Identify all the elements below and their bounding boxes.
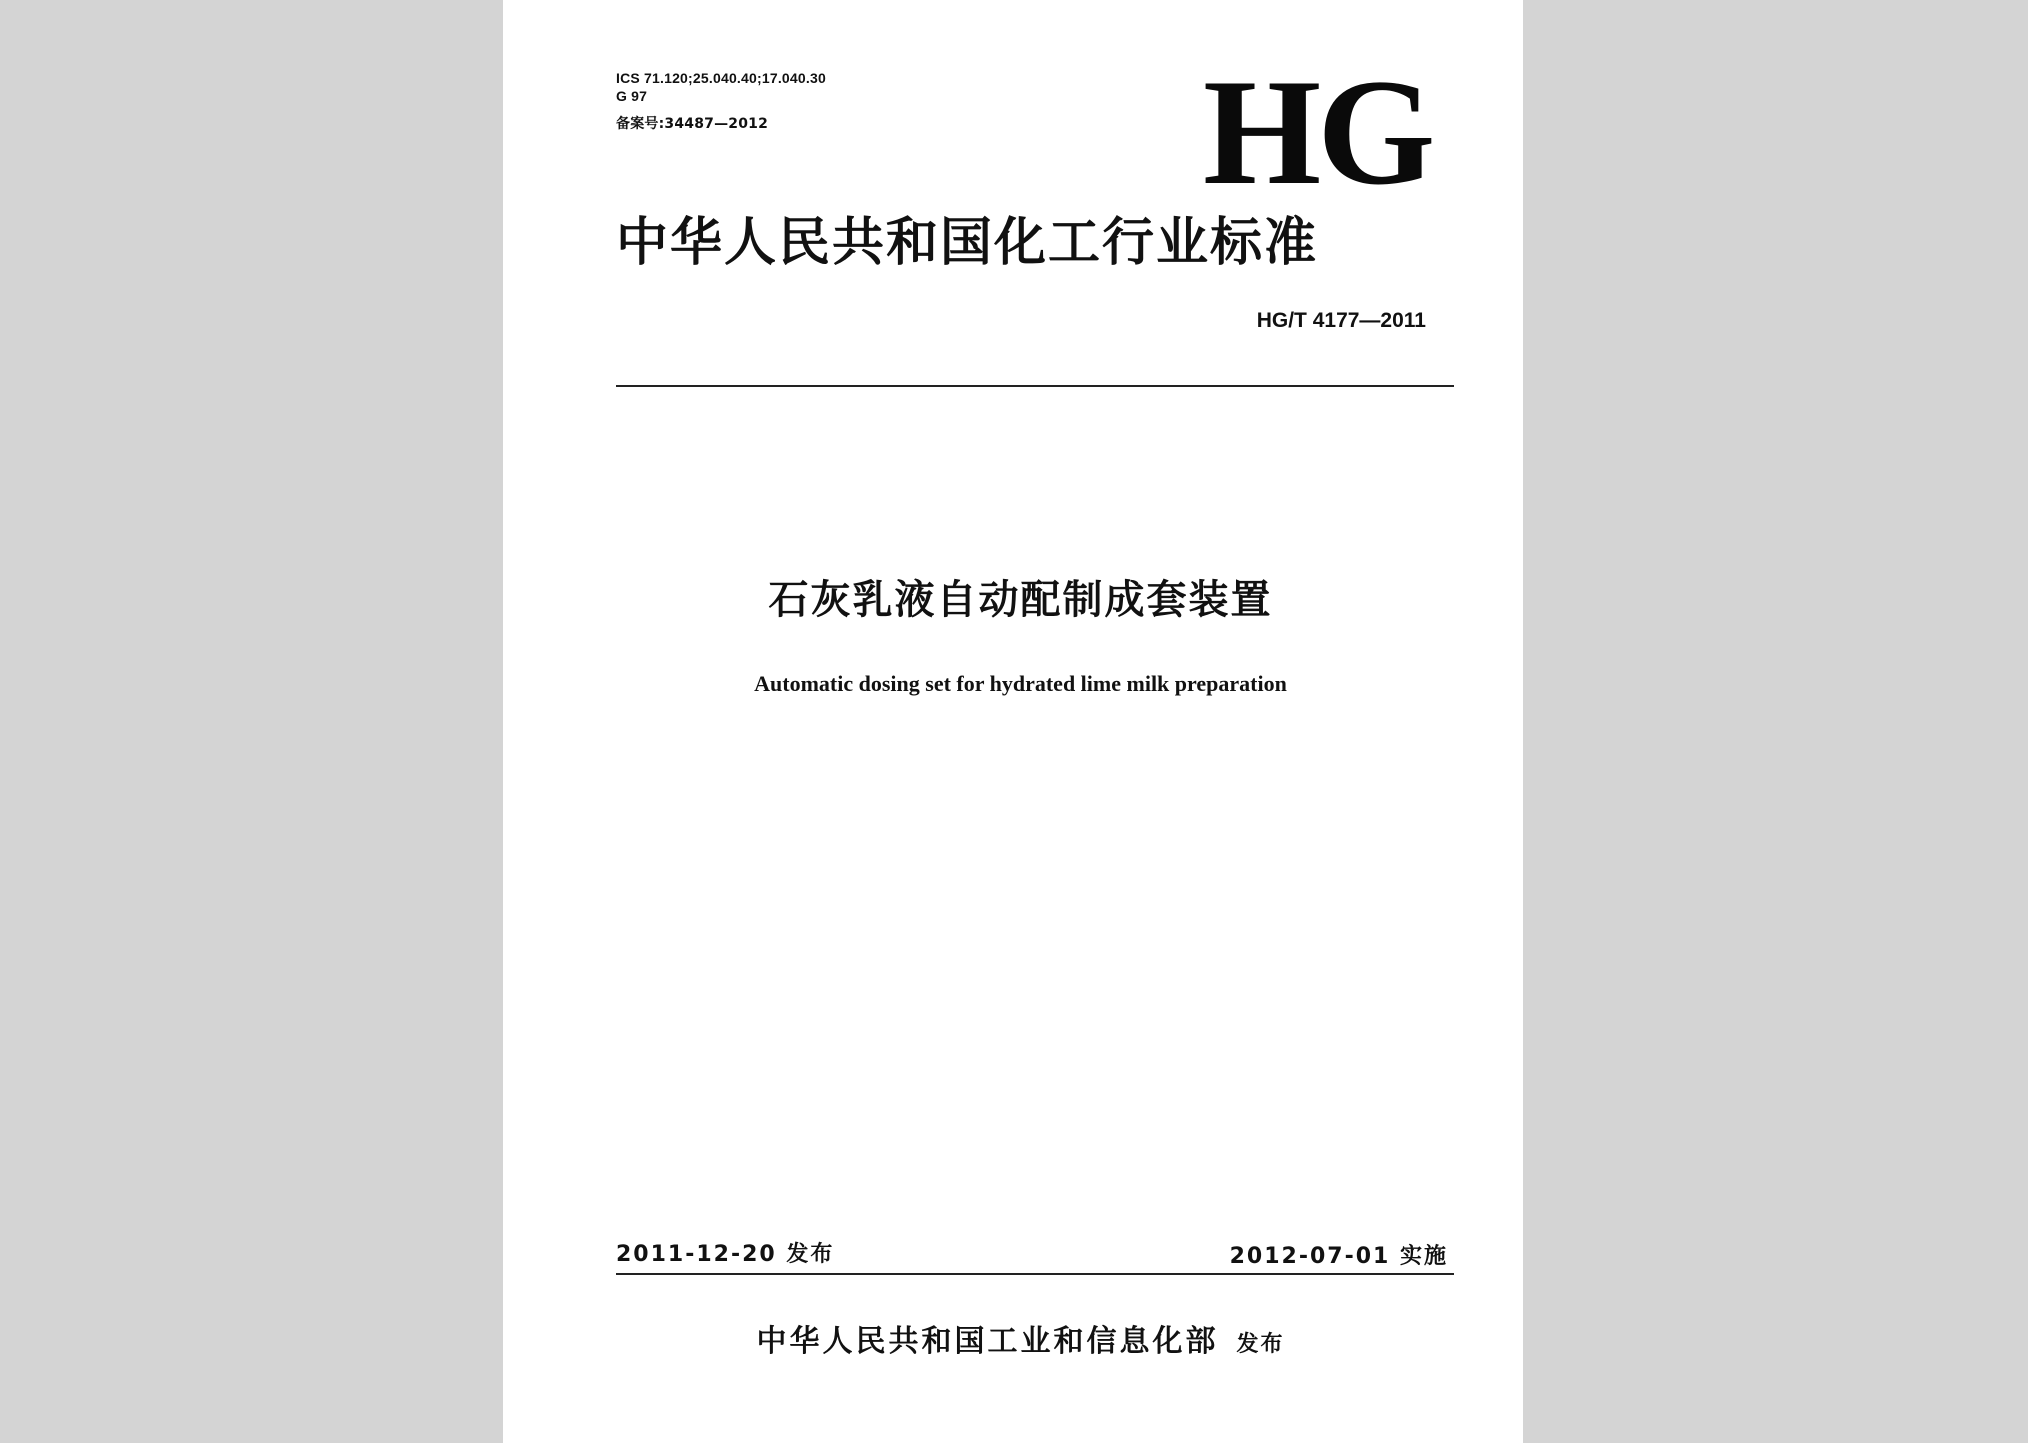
document-title-english: Automatic dosing set for hydrated lime milk preparation	[754, 671, 1287, 696]
issuer-suffix: 发布	[1236, 1332, 1285, 1357]
top-divider	[616, 385, 1454, 387]
implementation-date: 2012-07-01 实施	[1229, 1244, 1448, 1269]
hg-logo: HG	[1203, 48, 1432, 216]
standard-title: 中华人民共和国化工行业标准	[616, 213, 1319, 273]
document-page	[503, 0, 1523, 1443]
classification-code: G 97	[616, 88, 648, 104]
issue-date: 2011-12-20 发布	[616, 1242, 835, 1267]
issuer-line	[503, 1320, 1538, 1367]
issuer-organization: 中华人民共和国工业和信息化部	[756, 1324, 1219, 1359]
ics-code: ICS 71.120;25.040.40;17.040.30	[616, 70, 826, 86]
record-number: 备案号:34487—2012	[616, 116, 769, 132]
document-title-chinese: 石灰乳液自动配制成套装置	[768, 577, 1273, 623]
bottom-divider	[616, 1273, 1454, 1275]
standard-code: HG/T 4177—2011	[1256, 309, 1426, 332]
